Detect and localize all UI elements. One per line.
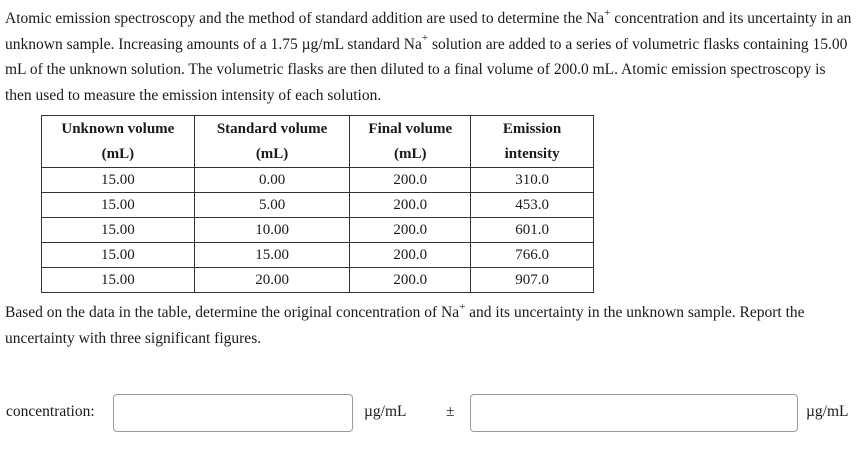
table-cell: 200.0	[350, 168, 471, 193]
table-cell: 20.00	[194, 268, 350, 293]
superscript-plus: +	[421, 32, 429, 45]
table-cell: 200.0	[350, 268, 471, 293]
table-cell: 15.00	[42, 168, 195, 193]
concentration-label: concentration:	[6, 403, 95, 420]
table-cell: 200.0	[350, 218, 471, 243]
table-cell: 15.00	[194, 243, 350, 268]
uncertainty-input[interactable]	[470, 394, 798, 432]
data-table	[41, 115, 594, 293]
table-cell: 310.0	[471, 168, 594, 193]
table-cell: 907.0	[471, 268, 594, 293]
table-cell: 453.0	[471, 193, 594, 218]
table-cell: 15.00	[42, 193, 195, 218]
table-cell: 15.00	[42, 243, 195, 268]
table-cell: 5.00	[194, 193, 350, 218]
header-emission-intensity: Emission intensity	[471, 116, 594, 168]
header-standard-volume: Standard volume (mL)	[194, 116, 350, 168]
problem-intro	[5, 6, 855, 108]
header-unknown-volume: Unknown volume (mL)	[42, 116, 195, 168]
table-row	[42, 218, 594, 243]
table-row	[42, 193, 594, 218]
table-row	[42, 268, 594, 293]
table-cell: 200.0	[350, 193, 471, 218]
table-cell: 15.00	[42, 218, 195, 243]
table-cell: 0.00	[194, 168, 350, 193]
intro-text-3: solution are added to a series of volumetric flasks containing 15.00 mL of the unknown solution. The volumetric flasks are then diluted to a final volume of 200.0 mL. Atomic emission spectroscopy is then used to measure the emission intensity of each solution.	[5, 35, 848, 104]
table-cell: 15.00	[42, 268, 195, 293]
table-row	[42, 168, 594, 193]
concentration-input[interactable]	[113, 394, 353, 432]
table-header-row	[42, 116, 594, 168]
question-text-1: Based on the data in the table, determine the original concentration of Na	[5, 304, 460, 321]
plus-minus-sign: ±	[446, 403, 455, 420]
superscript-plus: +	[604, 6, 611, 19]
table-cell: 601.0	[471, 218, 594, 243]
uncertainty-unit: µg/mL	[806, 403, 849, 420]
question-text-2: and its uncertainty in the unknown sample. Report the uncertainty with three significant figures.	[5, 304, 805, 347]
table-cell: 200.0	[350, 243, 471, 268]
superscript-plus: +	[459, 300, 466, 313]
table-cell: 10.00	[194, 218, 350, 243]
header-final-volume: Final volume (mL)	[350, 116, 471, 168]
intro-text-2: concentration and its uncertainty in an unknown sample. Increasing amounts of a 1.75 µg/mL standard Na	[5, 10, 852, 53]
question-text	[5, 300, 865, 352]
table-cell: 766.0	[471, 243, 594, 268]
intro-text-1: Atomic emission spectroscopy and the method of standard addition are used to determine the Na	[5, 10, 605, 27]
answer-row	[0, 392, 867, 434]
concentration-unit: µg/mL	[364, 403, 407, 420]
table-row	[42, 243, 594, 268]
